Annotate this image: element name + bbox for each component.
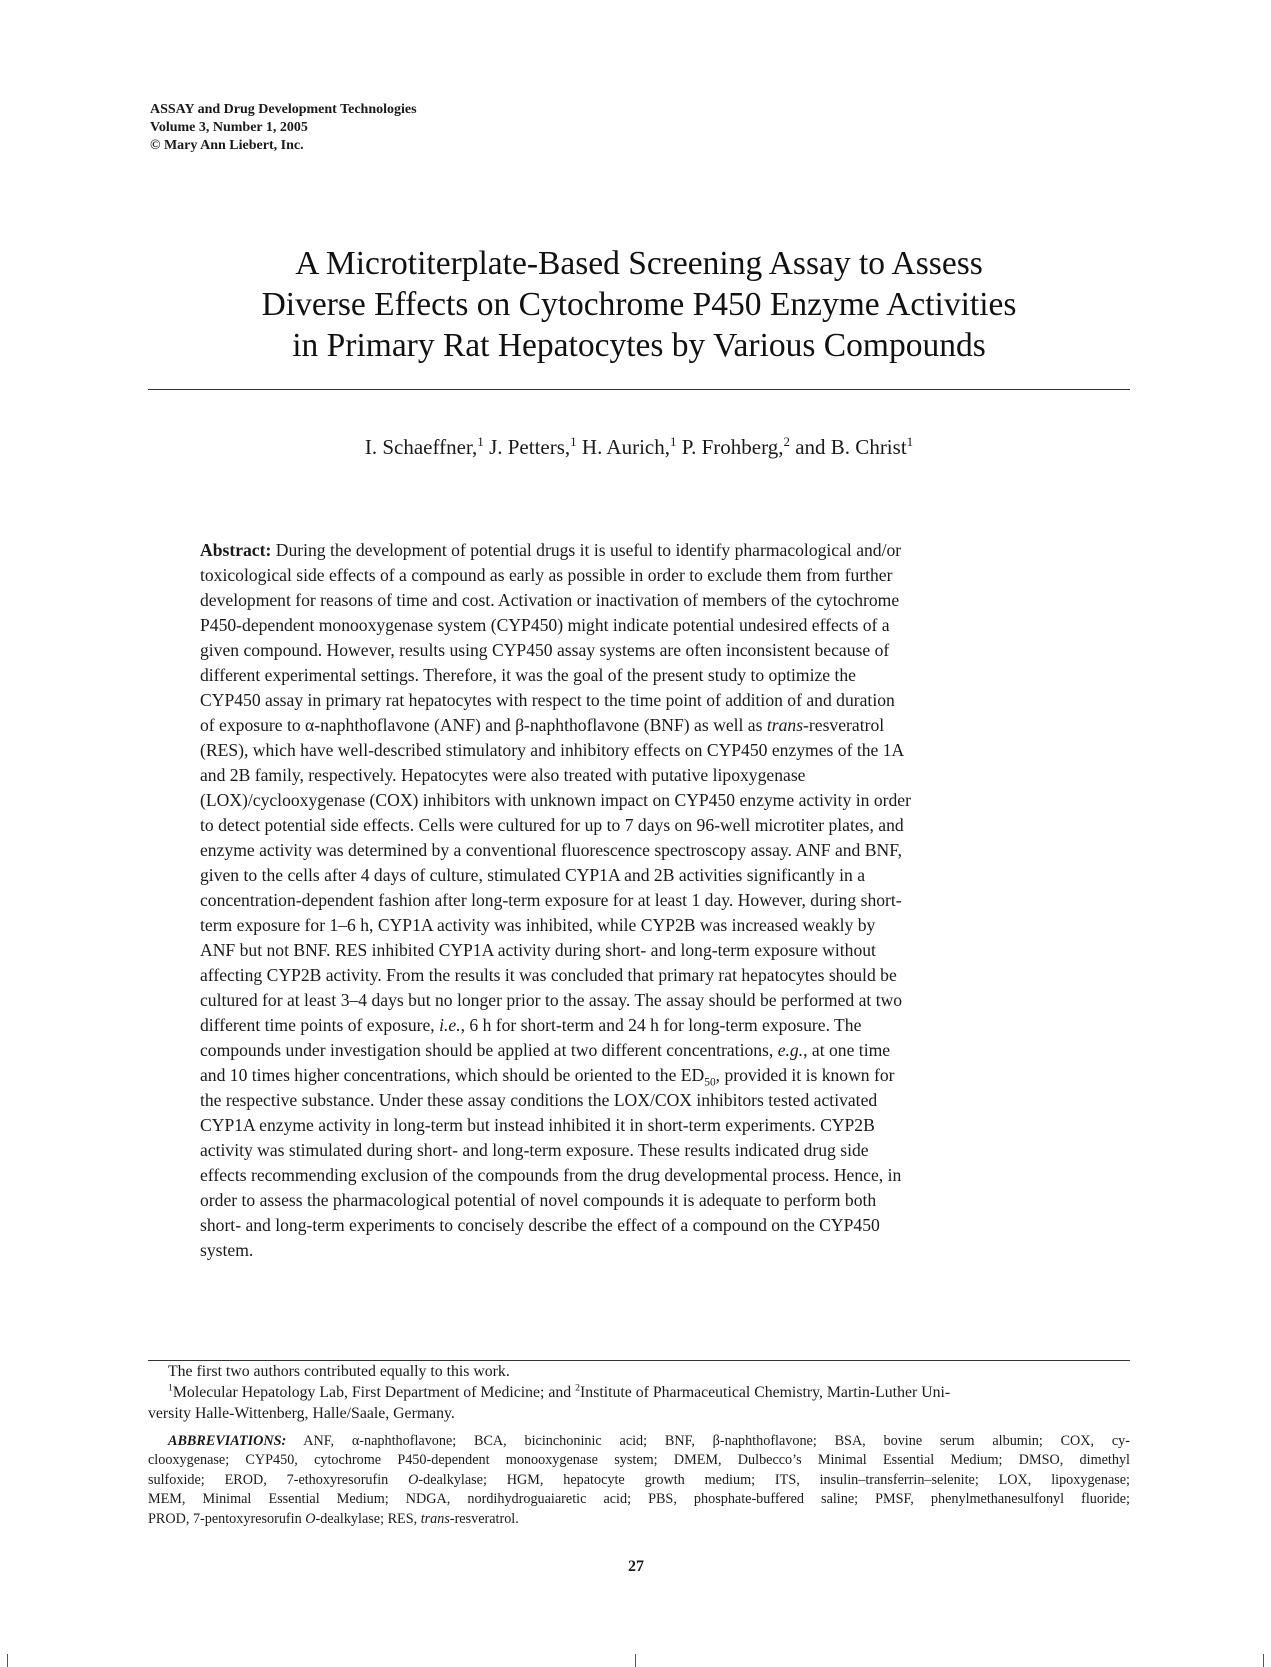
abstract-line: (RES), which have well-described stimulatory and inhibitory effects on CYP450 enzymes of the 1A: [200, 740, 905, 760]
author-name: J. Petters,: [489, 435, 571, 459]
abstract-line: to detect potential side effects. Cells were cultured for up to 7 days on 96-well microtiter plates, and: [200, 815, 904, 835]
affiliation-mark: 1: [168, 1382, 173, 1394]
abstract-line: CYP450 assay in primary rat hepatocytes with respect to the time point of addition of and duration: [200, 690, 895, 710]
abstract-text: of exposure to α-naphthoflavone (ANF) and β-naphthoflavone (BNF) as well as: [200, 715, 767, 735]
footnote-line: versity Halle-Wittenberg, Halle/Saale, Germany.: [148, 1405, 455, 1422]
footnote-affiliations: [148, 1382, 1130, 1424]
abstract-subscript: 50: [704, 1076, 716, 1089]
abbreviations: [148, 1432, 1130, 1529]
author-name: P. Frohberg,: [681, 435, 784, 459]
abstract-line: cultured for at least 3–4 days but no longer prior to the assay. The assay should be performed at two: [200, 990, 903, 1010]
abstract-line: given compound. However, results using CYP450 assay systems are often inconsistent because of: [200, 640, 890, 660]
abstract-label: Abstract:: [200, 540, 272, 560]
journal-copyright: © Mary Ann Liebert, Inc.: [150, 138, 304, 153]
abstract-line: [200, 1063, 1080, 1088]
abbreviations-line: [148, 1432, 1130, 1451]
journal-name: ASSAY and Drug Development Technologies: [150, 102, 417, 117]
author-affiliation-mark: 1: [570, 434, 577, 449]
abbreviations-text: -dealkylase; HGM, hepatocyte growth medium; ITS, insulin–transferrin–selenite; LOX, lipoxygenase;: [418, 1471, 1130, 1488]
abstract-line: the respective substance. Under these assay conditions the LOX/COX inhibitors tested activated: [200, 1090, 878, 1110]
footnote-text: Molecular Hepatology Lab, First Department of Medicine; and: [172, 1384, 576, 1401]
abbreviations-text: -resveratrol.: [449, 1510, 519, 1527]
affiliation-mark: 2: [575, 1382, 581, 1394]
author-affiliation-mark: 1: [669, 434, 677, 449]
abstract-text: , provided it is known for: [715, 1065, 895, 1085]
title-line: A Microtiterplate-Based Screening Assay to Assess: [295, 245, 983, 282]
abstract-text: compounds under investigation should be applied at two different concentrations,: [200, 1040, 778, 1060]
title-line: in Primary Rat Hepatocytes by Various Compounds: [292, 327, 986, 364]
abstract-line: term exposure for 1–6 h, CYP1A activity was inhibited, while CYP2B was increased weakly by: [200, 915, 876, 935]
footnote-line: [148, 1382, 1130, 1403]
abstract-text: and 10 times higher concentrations, which should be oriented to the ED: [200, 1065, 705, 1085]
author-name: and B. Christ: [795, 435, 907, 459]
abbreviations-italic: O: [408, 1471, 419, 1488]
crop-mark: [635, 1654, 636, 1667]
title-divider: [148, 389, 1130, 390]
abbreviations-italic: trans: [420, 1510, 450, 1527]
abstract-text: During the development of potential drugs it is useful to identify pharmacological and/or: [275, 540, 902, 560]
abstract-line: activity was stimulated during short- and long-term exposure. These results indicated drug side: [200, 1140, 869, 1160]
abstract-italic: trans: [766, 715, 804, 735]
footnote-text: The first two authors contributed equally to this work.: [168, 1363, 510, 1380]
abstract-text: , 6 h for short-term and 24 h for long-term exposure. The: [460, 1015, 862, 1035]
abbreviations-line: clooxygenase; CYP450, cytochrome P450-dependent monooxygenase system; DMEM, Dulbecco’s Minimal Essential Medium; DMSO, dimethyl: [148, 1452, 1130, 1469]
footnote-equal-contribution: [148, 1361, 1130, 1382]
article-title: [150, 243, 1128, 366]
abbreviations-text: ANF, α-naphthoflavone; BCA, bicinchoninic acid; BNF, β-naphthoflavone; BSA, bovine serum albumin; COX, cy-: [303, 1433, 1130, 1449]
author-affiliation-mark: 1: [477, 434, 484, 449]
abstract-line: [200, 713, 1080, 738]
author-list: [150, 433, 1128, 461]
abbreviations-text: -dealkylase; RES,: [315, 1510, 421, 1527]
abbreviations-italic: O: [305, 1510, 316, 1527]
abstract-line: ANF but not BNF. RES inhibited CYP1A activity during short- and long-term exposure without: [200, 940, 876, 960]
abstract-line: toxicological side effects of a compound as early as possible in order to exclude them from further: [200, 565, 893, 585]
abstract-line: P450-dependent monooxygenase system (CYP450) might indicate potential undesired effects of a: [200, 615, 890, 635]
abstract-text: -resveratrol: [803, 715, 885, 735]
abbreviations-text: sulfoxide; EROD, 7-ethoxyresorufin: [148, 1471, 409, 1488]
abstract-line: development for reasons of time and cost. Activation or inactivation of members of the cytochrome: [200, 590, 900, 610]
abstract-line: CYP1A enzyme activity in long-term but instead inhibited it in short-term experiments. CYP2B: [200, 1115, 875, 1135]
abstract-line: system.: [200, 1240, 254, 1260]
abbreviations-line: [148, 1510, 1130, 1529]
abstract-line: given to the cells after 4 days of culture, stimulated CYP1A and 2B activities significantly in a: [200, 865, 865, 885]
abbreviations-label: ABBREVIATIONS:: [168, 1433, 287, 1449]
abstract-line: [200, 1038, 1080, 1063]
title-line: Diverse Effects on Cytochrome P450 Enzyme Activities: [261, 286, 1017, 323]
abbreviations-text: PROD, 7-pentoxyresorufin: [148, 1510, 306, 1527]
abstract-line: affecting CYP2B activity. From the results it was concluded that primary rat hepatocytes should be: [200, 965, 897, 985]
abstract-line: enzyme activity was determined by a conventional fluorescence spectroscopy assay. ANF and BNF,: [200, 840, 902, 860]
author-name: H. Aurich,: [581, 435, 670, 459]
abstract-italic: e.g.: [777, 1040, 804, 1060]
abbreviations-line: MEM, Minimal Essential Medium; NDGA, nordihydroguaiaretic acid; PBS, phosphate-buffered saline; PMSF, phenylmethanesulfonyl fluoride;: [148, 1491, 1130, 1508]
abstract-line: short- and long-term experiments to concisely describe the effect of a compound on the CYP450: [200, 1215, 880, 1235]
author-affiliation-mark: 1: [906, 434, 914, 449]
abstract-line: concentration-dependent fashion after long-term exposure for at least 1 day. However, during short-: [200, 890, 902, 910]
abstract-text: , at one time: [803, 1040, 891, 1060]
abstract-italic: i.e.: [439, 1015, 461, 1035]
abstract-line: effects recommending exclusion of the compounds from the drug developmental process. Hence, in: [200, 1165, 902, 1185]
crop-mark: [7, 1654, 8, 1667]
abstract-line: [200, 538, 1080, 563]
crop-mark: [1263, 1654, 1264, 1667]
author-affiliation-mark: 2: [783, 434, 790, 449]
abstract-line: order to assess the pharmacological potential of novel compounds it is adequate to perform both: [200, 1190, 877, 1210]
journal-volume: Volume 3, Number 1, 2005: [150, 120, 308, 135]
author-name: I. Schaeffner,: [364, 435, 478, 459]
abstract: [200, 538, 1080, 1263]
abstract-line: (LOX)/cyclooxygenase (COX) inhibitors with unknown impact on CYP450 enzyme activity in order: [200, 790, 911, 810]
journal-header: [150, 101, 417, 155]
page-number: 27: [628, 1558, 644, 1575]
abstract-line: and 2B family, respectively. Hepatocytes were also treated with putative lipoxygenase: [200, 765, 806, 785]
abstract-line: different experimental settings. Therefore, it was the goal of the present study to optimize the: [200, 665, 856, 685]
abbreviations-line: [148, 1471, 1130, 1490]
abstract-text: different time points of exposure,: [200, 1015, 440, 1035]
abstract-line: [200, 1013, 1080, 1038]
footnote-text: Institute of Pharmaceutical Chemistry, Martin-Luther Uni-: [580, 1384, 951, 1401]
